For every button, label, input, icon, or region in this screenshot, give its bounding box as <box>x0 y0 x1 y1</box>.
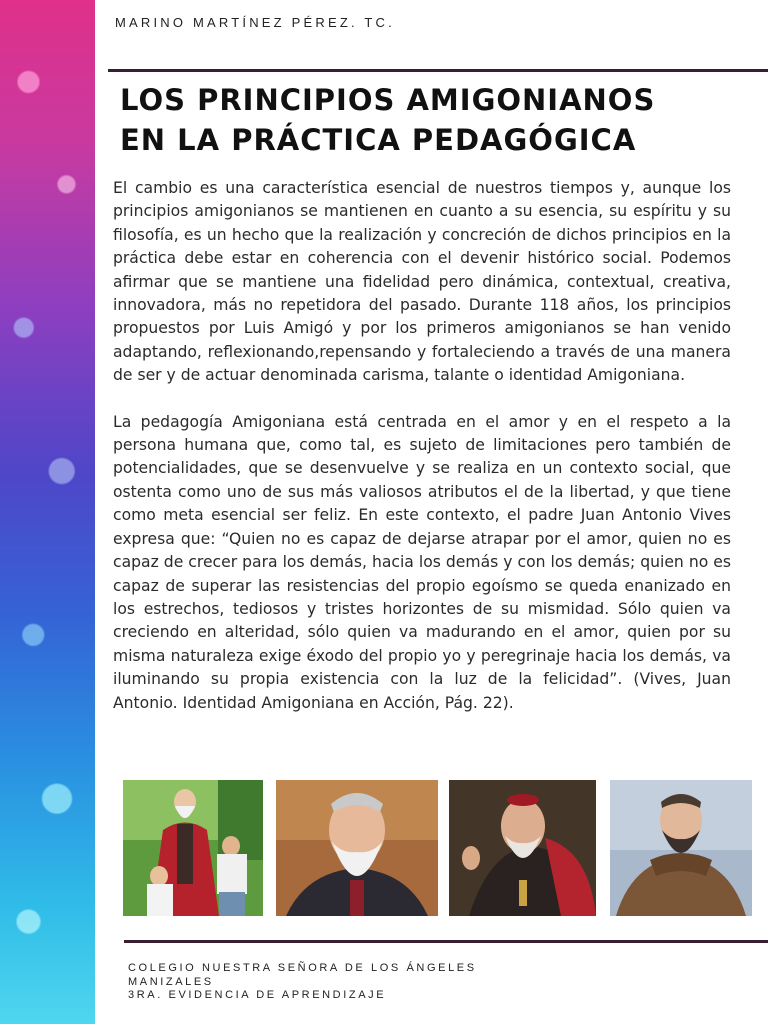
title-line-1: LOS PRINCIPIOS AMIGONIANOS <box>120 83 656 117</box>
decorative-gradient-strip <box>0 0 95 1024</box>
paragraph-1: El cambio es una característica esencial de nuestros tiempos y, aunque los principios amigonianos se mantienen en cuanto a su esencia, su espíritu y su filosofía, es un hecho que la realización y concreción de dichos principios en la práctica debe estar en coherencia con el devenir histórico social. Podemos afirmar que se mantiene una fidelidad pero dinámica, contextual, creativa, innovadora, más no repetidora del pasado. Durante 118 años, los principios propuestos por Luis Amigó y por los primeros amigonianos se han venido adaptando, reflexionando,repensando y fortaleciendo a través de una manera de ser y de actuar denominada carisma, talante o identidad Amigoniana. <box>113 179 731 385</box>
title-line-2: EN LA PRÁCTICA PEDAGÓGICA <box>120 123 637 157</box>
footer-school: COLEGIO NUESTRA SEÑORA DE LOS ÁNGELES <box>128 962 477 974</box>
footer-evidence: 3RA. EVIDENCIA DE APRENDIZAJE <box>128 989 387 1001</box>
photo-friar-brown-habit <box>610 780 752 916</box>
photo-priest-with-children <box>123 780 263 916</box>
paragraph-2: La pedagogía Amigoniana está centrada en el amor y en el respeto a la persona humana que, como tal, es sujeto de limitaciones pero también de potencialidades, que se desenvuelve y se realiza en un contexto social, que ostenta como uno de sus más valiosos atributos el de la libertad, y que tiene como meta esencial ser feliz. En este contexto, el padre Juan Antonio Vives expresa que: “Quien no es capaz de dejarse atrapar por el amor, quien no es capaz de crecer para los demás, hacia los demás y con los demás; quien no es capaz de superar las resistencias del propio egoísmo se queda enanizado en los estrechos, tediosos y tristes horizontes de su mismidad. Sólo quien va creciendo en alteridad, sólo quien va madurando en el amor, quien por su misma naturaleza exige éxodo del propio yo y peregrinaje hacia los demás, va iluminando su propia existencia con la luz de la felicidad”. (Vives, Juan Antonio. Identidad Amigoniana en Acción, Pág. 22). <box>113 412 731 712</box>
footer-city: MANIZALES <box>128 975 214 988</box>
footer <box>128 962 477 1003</box>
top-divider <box>108 69 768 72</box>
photo-bishop-red-cape <box>449 780 596 916</box>
photo-bearded-bishop-portrait <box>276 780 438 916</box>
page-title <box>120 80 740 160</box>
bottom-divider <box>124 940 768 943</box>
author-name: MARINO MARTÍNEZ PÉREZ. TC. <box>115 15 395 30</box>
article-body <box>113 177 731 715</box>
